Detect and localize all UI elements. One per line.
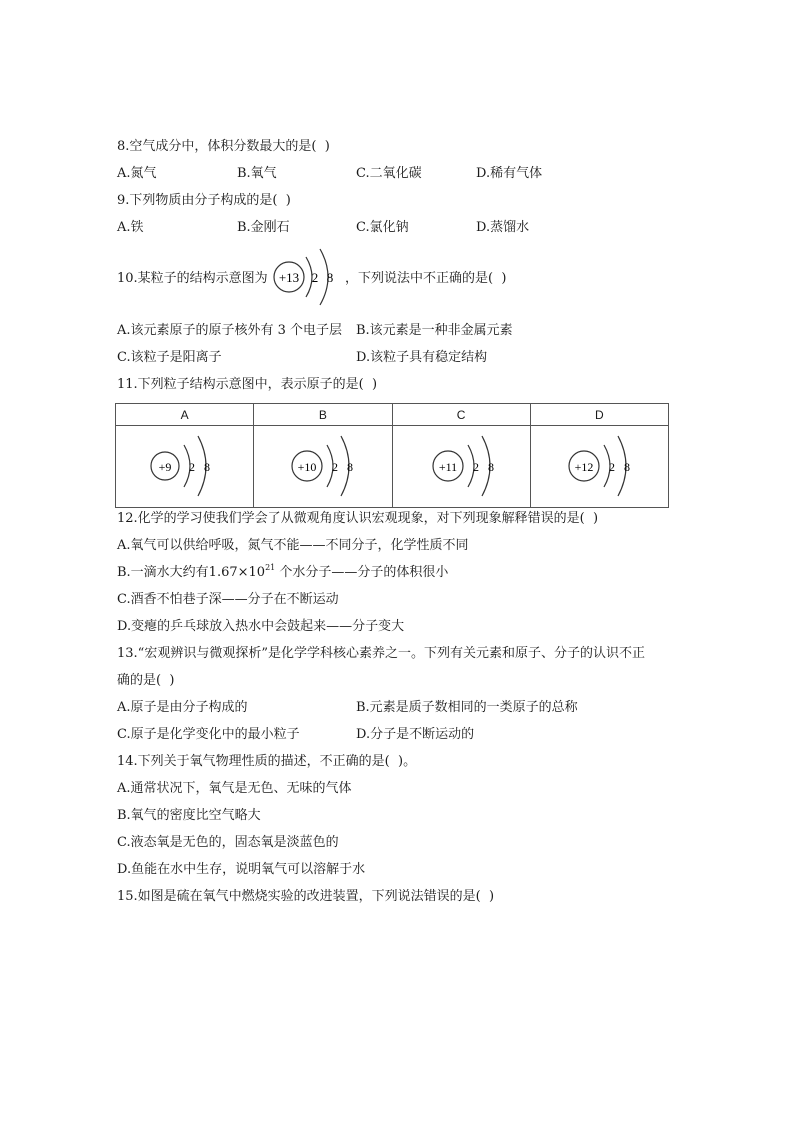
q10-shell1-count: 2 (311, 270, 319, 285)
q13-option-d: D.分子是不断运动的 (356, 727, 475, 742)
q14-option-b: B.氧气的密度比空气略大 (117, 808, 261, 823)
q11-b-shell1: 2 (332, 460, 339, 474)
q9-option-b: B.金刚石 (237, 220, 290, 235)
q13-stem-line1: 13.“宏观辨识与微观探析”是化学学科核心素养之一。下列有关元素和原子、分子的认识不正 (117, 646, 645, 661)
q13-option-a: A.原子是由分子构成的 (117, 700, 248, 715)
q10-stem-before: 10.某粒子的结构示意图为 (117, 271, 268, 286)
q12-option-c: C.酒香不怕巷子深——分子在不断运动 (117, 592, 339, 607)
q11-atom-c (429, 431, 513, 501)
q11-header-c: C (392, 404, 530, 426)
q15-stem: 15.如图是硫在氧气中燃烧实验的改进装置，下列说法错误的是( ) (117, 889, 495, 904)
q11-header-b: B (254, 404, 392, 426)
q11-header-a: A (116, 404, 254, 426)
q11-b-shell2: 8 (347, 460, 354, 474)
q11-d-shell1: 2 (608, 460, 615, 474)
q12-option-b-before: B.一滴水大约有1.67×10 (117, 565, 266, 580)
q8-stem: 8.空气成分中，体积分数最大的是( ) (117, 139, 330, 154)
q12-option-b-exponent: 21 (265, 563, 276, 572)
q14-option-c: C.液态氧是无色的，固态氧是淡蓝色的 (117, 835, 339, 850)
q11-a-shell2: 8 (204, 460, 210, 474)
q9-stem: 9.下列物质由分子构成的是( ) (117, 193, 291, 208)
q11-stem: 11.下列粒子结构示意图中，表示原子的是( ) (117, 377, 378, 392)
q11-a-nucleus: +9 (158, 460, 172, 474)
q14-option-a: A.通常状况下，氧气是无色、无味的气体 (117, 781, 352, 796)
q11-cell-d (530, 426, 668, 508)
q13-option-b: B.元素是质子数相同的一类原子的总称 (356, 700, 578, 715)
q11-atom-b (288, 431, 372, 501)
q11-c-shell2: 8 (487, 460, 494, 474)
q11-cell-c (392, 426, 530, 508)
q9-option-d: D.蒸馏水 (476, 220, 530, 235)
q10-option-b: B.该元素是一种非金属元素 (356, 323, 513, 338)
q12-option-d: D.变瘪的乒乓球放入热水中会鼓起来——分子变大 (117, 619, 405, 634)
q11-b-nucleus: +10 (297, 460, 317, 474)
q10-stem-after: ，下列说法中不正确的是( ) (345, 271, 507, 286)
q12-stem: 12.化学的学习使我们学会了从微观角度认识宏观现象，对下列现象解释错误的是( ) (117, 511, 599, 526)
q12-option-a: A.氧气可以供给呼吸，氮气不能——不同分子，化学性质不同 (117, 538, 469, 553)
q11-c-shell1: 2 (472, 460, 479, 474)
q13-stem-line2: 确的是( ) (117, 673, 175, 688)
q10-shell2-count: 8 (326, 270, 334, 285)
q10-option-d: D.该粒子具有稳定结构 (356, 350, 488, 365)
q10-option-c: C.该粒子是阳离子 (117, 350, 222, 365)
q11-c-nucleus: +11 (438, 460, 457, 474)
q9-option-a: A.铁 (117, 220, 144, 235)
q11-atom-a (146, 431, 226, 501)
q11-d-shell2: 8 (623, 460, 630, 474)
q11-cell-b (254, 426, 392, 508)
q10-nucleus-label: +13 (278, 270, 300, 285)
q10-option-a: A.该元素原子的原子核外有 3 个电子层 (117, 323, 343, 338)
q11-d-nucleus: +12 (574, 460, 594, 474)
q11-diagram-table (115, 403, 669, 508)
q11-a-shell1: 2 (189, 460, 195, 474)
q11-atom-d (565, 431, 649, 501)
q11-cell-a (116, 426, 254, 508)
q14-stem: 14.下列关于氧气物理性质的描述，不正确的是( )。 (117, 754, 417, 769)
q13-option-c: C.原子是化学变化中的最小粒子 (117, 727, 300, 742)
q8-option-c: C.二氧化碳 (356, 166, 422, 181)
q12-option-b-after: 个水分子——分子的体积很小 (275, 565, 449, 580)
q11-header-d: D (530, 404, 668, 426)
q8-option-a: A.氮气 (117, 166, 157, 181)
q14-option-d: D.鱼能在水中生存，说明氧气可以溶解于水 (117, 862, 366, 877)
q8-option-b: B.氧气 (237, 166, 277, 181)
q10-atom-diagram (270, 245, 350, 309)
q8-option-d: D.稀有气体 (476, 166, 543, 181)
q9-option-c: C.氯化钠 (356, 220, 409, 235)
q12-option-b (117, 564, 448, 583)
